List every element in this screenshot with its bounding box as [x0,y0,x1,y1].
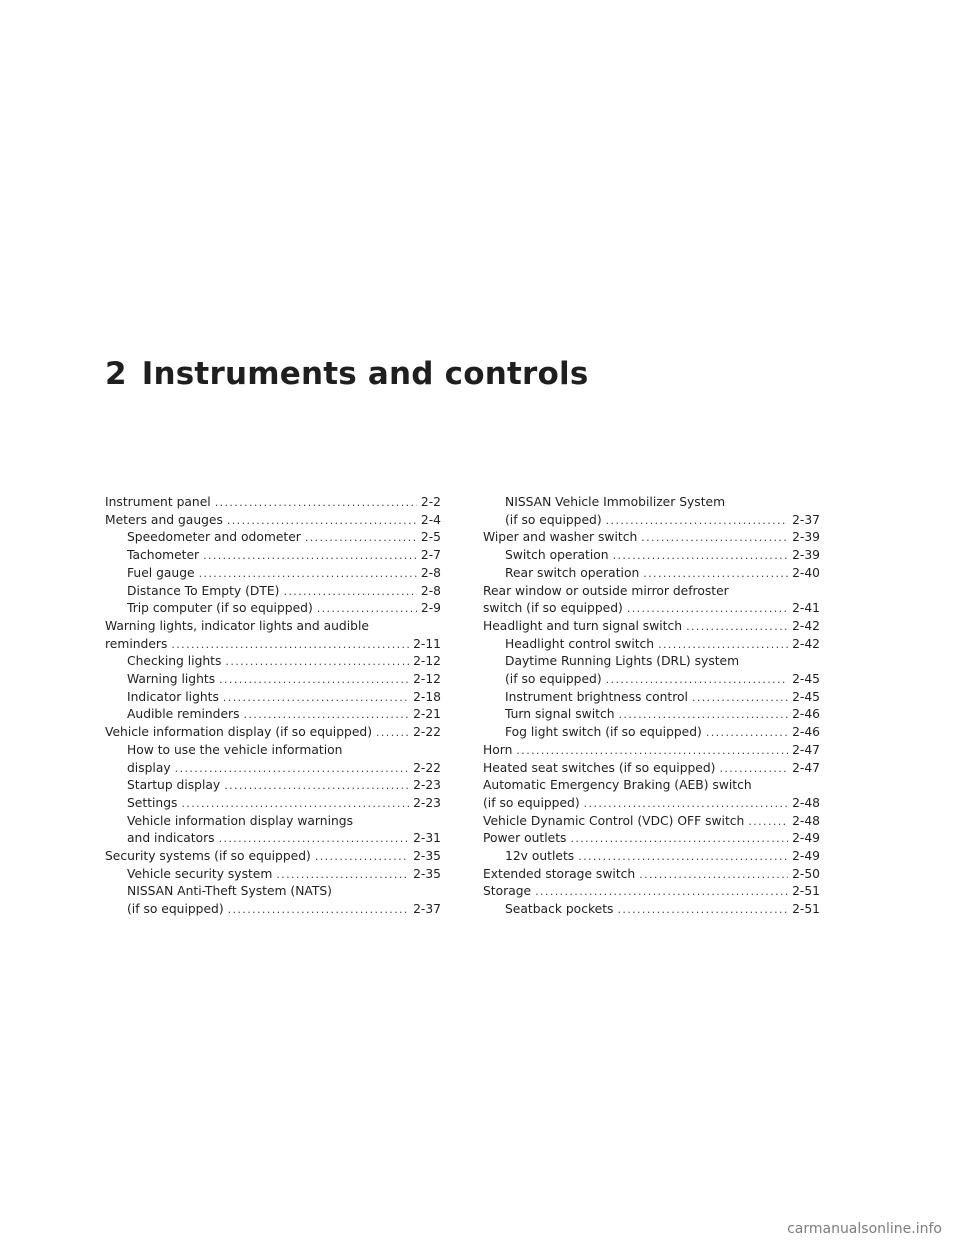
toc-entry-title: Horn [483,742,513,757]
toc-page-number: 2-45 [792,672,820,687]
toc-page-number: 2-7 [420,548,441,563]
dot-leader [315,848,409,866]
toc-page-number: 2-41 [792,601,820,616]
toc-page-number: 2-18 [413,689,441,704]
toc-entry-title: Vehicle information display (if so equipped) [105,725,372,740]
toc-entry-title: Meters and gauges [105,512,223,527]
toc-entry[interactable] [105,777,441,795]
toc-entry[interactable] [483,565,820,583]
toc-page-number: 2-9 [420,601,441,616]
dot-leader [203,547,417,565]
dot-leader [223,689,409,707]
toc-entry[interactable] [483,760,820,778]
dot-leader [227,512,417,530]
chapter-heading [105,356,588,392]
toc-entry[interactable] [105,618,441,653]
dot-leader [578,848,788,866]
toc-entry-title: (if so equipped) [483,795,580,810]
toc-page-number: 2-35 [413,866,441,881]
toc-entry[interactable] [105,795,441,813]
toc-entry[interactable] [483,777,820,812]
toc-entry[interactable] [105,494,441,512]
toc-page-number: 2-50 [792,866,820,881]
toc-page-number: 2-37 [413,902,441,917]
toc-page-number: 2-11 [413,636,441,651]
toc-entry[interactable] [483,653,820,688]
dot-leader [535,883,788,901]
toc-entry-title: Tachometer [127,548,200,563]
toc-entry-title: Turn signal switch [505,707,615,722]
chapter-number: 2 [105,356,127,392]
toc-entry-title: 12v outlets [505,849,575,864]
toc-entry[interactable] [105,883,441,918]
toc-entry-title: Instrument brightness control [505,689,688,704]
toc-entry-title: Storage [483,884,532,899]
toc-entry[interactable] [483,830,820,848]
toc-entry-title: Rear switch operation [505,565,640,580]
dot-leader [376,724,409,742]
toc-entry[interactable] [105,600,441,618]
toc-entry[interactable] [105,671,441,689]
toc-page-number: 2-23 [413,795,441,810]
toc-entry[interactable] [105,724,441,742]
toc-page-number: 2-48 [792,795,820,810]
dot-leader [276,866,409,884]
toc-entry[interactable] [105,742,441,777]
toc-entry[interactable] [483,547,820,565]
toc-entry-title: How to use the vehicle information [127,742,343,757]
toc-page-number: 2-39 [792,530,820,545]
toc-entry-title: Rear window or outside mirror defroster [483,583,729,598]
toc-entry-title: Headlight control switch [505,636,655,651]
toc-entry-title: NISSAN Anti-Theft System (NATS) [127,884,332,899]
toc-page-number: 2-49 [792,831,820,846]
toc-entry-title: Trip computer (if so equipped) [127,601,313,616]
toc-entry[interactable] [483,813,820,831]
toc-entry[interactable] [483,529,820,547]
dot-leader [639,866,788,884]
toc-entry-title: reminders [105,636,168,651]
toc-page-number: 2-12 [413,672,441,687]
toc-page-number: 2-22 [413,725,441,740]
toc-entry-title: Power outlets [483,831,567,846]
chapter-title: Instruments and controls [141,356,589,392]
toc-entry-title: Startup display [127,778,221,793]
dot-leader [627,600,788,618]
toc-entry-title: Seatback pockets [505,902,614,917]
toc-entry[interactable] [105,813,441,848]
toc-entry-title: Daytime Running Lights (DRL) system [505,654,740,669]
toc-page-number: 2-5 [420,530,441,545]
toc-entry[interactable] [105,583,441,601]
toc-page-number: 2-42 [792,618,820,633]
toc-entry-title: Automatic Emergency Braking (AEB) switch [483,778,752,793]
toc-page-number: 2-37 [792,512,820,527]
toc-entry-title: Fuel gauge [127,565,195,580]
toc-entry[interactable] [483,848,820,866]
dot-leader [692,689,788,707]
toc-entry-title: Heated seat switches (if so equipped) [483,760,716,775]
toc-entry-title: Checking lights [127,654,222,669]
toc-entry-title: Settings [127,795,178,810]
toc-left-column [105,494,441,919]
toc-page-number: 2-35 [413,849,441,864]
toc-entry-title: Speedometer and odometer [127,530,301,545]
toc-page-number: 2-42 [792,636,820,651]
dot-leader [215,494,417,512]
toc-page-number: 2-46 [792,725,820,740]
toc-entry[interactable] [105,547,441,565]
dot-leader [719,760,788,778]
dot-leader [219,671,409,689]
watermark: carmanualsonline.info [787,1221,942,1237]
toc-entry[interactable] [483,494,820,529]
toc-entry-title: Wiper and washer switch [483,530,638,545]
toc-page-number: 2-40 [792,565,820,580]
toc-page-number: 2-22 [413,760,441,775]
toc-entry-title: Warning lights, indicator lights and audible [105,618,369,633]
dot-leader [283,583,416,601]
toc-page-number: 2-39 [792,548,820,563]
toc-entry[interactable] [483,866,820,884]
dot-leader [606,512,788,530]
toc-page-number: 2-23 [413,778,441,793]
toc-page-number: 2-2 [420,495,441,509]
toc-entry[interactable] [483,618,820,636]
dot-leader [641,529,788,547]
toc-entry[interactable] [483,883,820,901]
toc-entry-title: NISSAN Vehicle Immobilizer System [505,495,726,509]
dot-leader [748,813,788,831]
toc-entry-title: and indicators [127,831,215,846]
dot-leader [584,795,788,813]
dot-leader [658,636,788,654]
toc-entry[interactable] [105,529,441,547]
toc-entry[interactable] [483,742,820,760]
toc-entry-title: Warning lights [127,672,216,687]
dot-leader [706,724,788,742]
dot-leader [619,706,789,724]
dot-leader [613,547,788,565]
toc-page-number: 2-51 [792,902,820,917]
toc-entry-title: Vehicle security system [127,866,273,881]
toc-entry[interactable] [483,724,820,742]
dot-leader [228,901,409,919]
toc-page-number: 2-46 [792,707,820,722]
toc-page-number: 2-47 [792,742,820,757]
toc-entry-title: Audible reminders [127,707,240,722]
toc-entry-title: (if so equipped) [505,512,602,527]
dot-leader [570,830,788,848]
toc-page-number: 2-51 [792,884,820,899]
toc-page-number: 2-45 [792,689,820,704]
toc-entry-title: Security systems (if so equipped) [105,849,311,864]
toc-entry-title: switch (if so equipped) [483,601,623,616]
dot-leader [643,565,788,583]
toc-entry-title: Fog light switch (if so equipped) [505,725,702,740]
toc-entry-title: Instrument panel [105,495,211,509]
toc-entry[interactable] [105,848,441,866]
toc-entry-title: Switch operation [505,548,609,563]
toc-right-column [483,494,820,919]
toc-entry-title: Extended storage switch [483,866,636,881]
toc-entry-title: Indicator lights [127,689,219,704]
dot-leader [244,706,410,724]
toc-page-number: 2-8 [420,583,441,598]
toc-page-number: 2-47 [792,760,820,775]
dot-leader [617,901,788,919]
dot-leader [175,760,409,778]
toc-entry-title: display [127,760,171,775]
toc-page-number: 2-12 [413,654,441,669]
dot-leader [686,618,788,636]
toc-entry[interactable] [483,636,820,654]
toc-entry-title: Headlight and turn signal switch [483,618,683,633]
toc-entry[interactable] [105,866,441,884]
dot-leader [305,529,417,547]
toc-page-number: 2-49 [792,849,820,864]
toc-page-number: 2-48 [792,813,820,828]
dot-leader [224,777,409,795]
dot-leader [225,653,409,671]
dot-leader [181,795,409,813]
toc-page-number: 2-31 [413,831,441,846]
toc-page-number: 2-4 [420,512,441,527]
toc-entry-title: (if so equipped) [505,672,602,687]
toc-entry-title: Distance To Empty (DTE) [127,583,280,598]
toc-page-number: 2-8 [420,565,441,580]
toc-entry[interactable] [105,565,441,583]
toc-entry[interactable] [483,706,820,724]
toc-entry[interactable] [105,512,441,530]
toc-entry[interactable] [483,901,820,919]
dot-leader [199,565,417,583]
dot-leader [219,830,409,848]
toc-entry[interactable] [483,689,820,707]
toc-entry[interactable] [105,653,441,671]
toc-entry-title: Vehicle Dynamic Control (VDC) OFF switch [483,813,745,828]
dot-leader [606,671,788,689]
toc-entry[interactable] [105,706,441,724]
dot-leader [317,600,417,618]
toc-entry[interactable] [483,583,820,618]
dot-leader [516,742,788,760]
dot-leader [171,636,409,654]
toc-page-number: 2-21 [413,707,441,722]
toc-entry-title: Vehicle information display warnings [127,813,353,828]
toc-entry-title: (if so equipped) [127,902,224,917]
toc-entry[interactable] [105,689,441,707]
